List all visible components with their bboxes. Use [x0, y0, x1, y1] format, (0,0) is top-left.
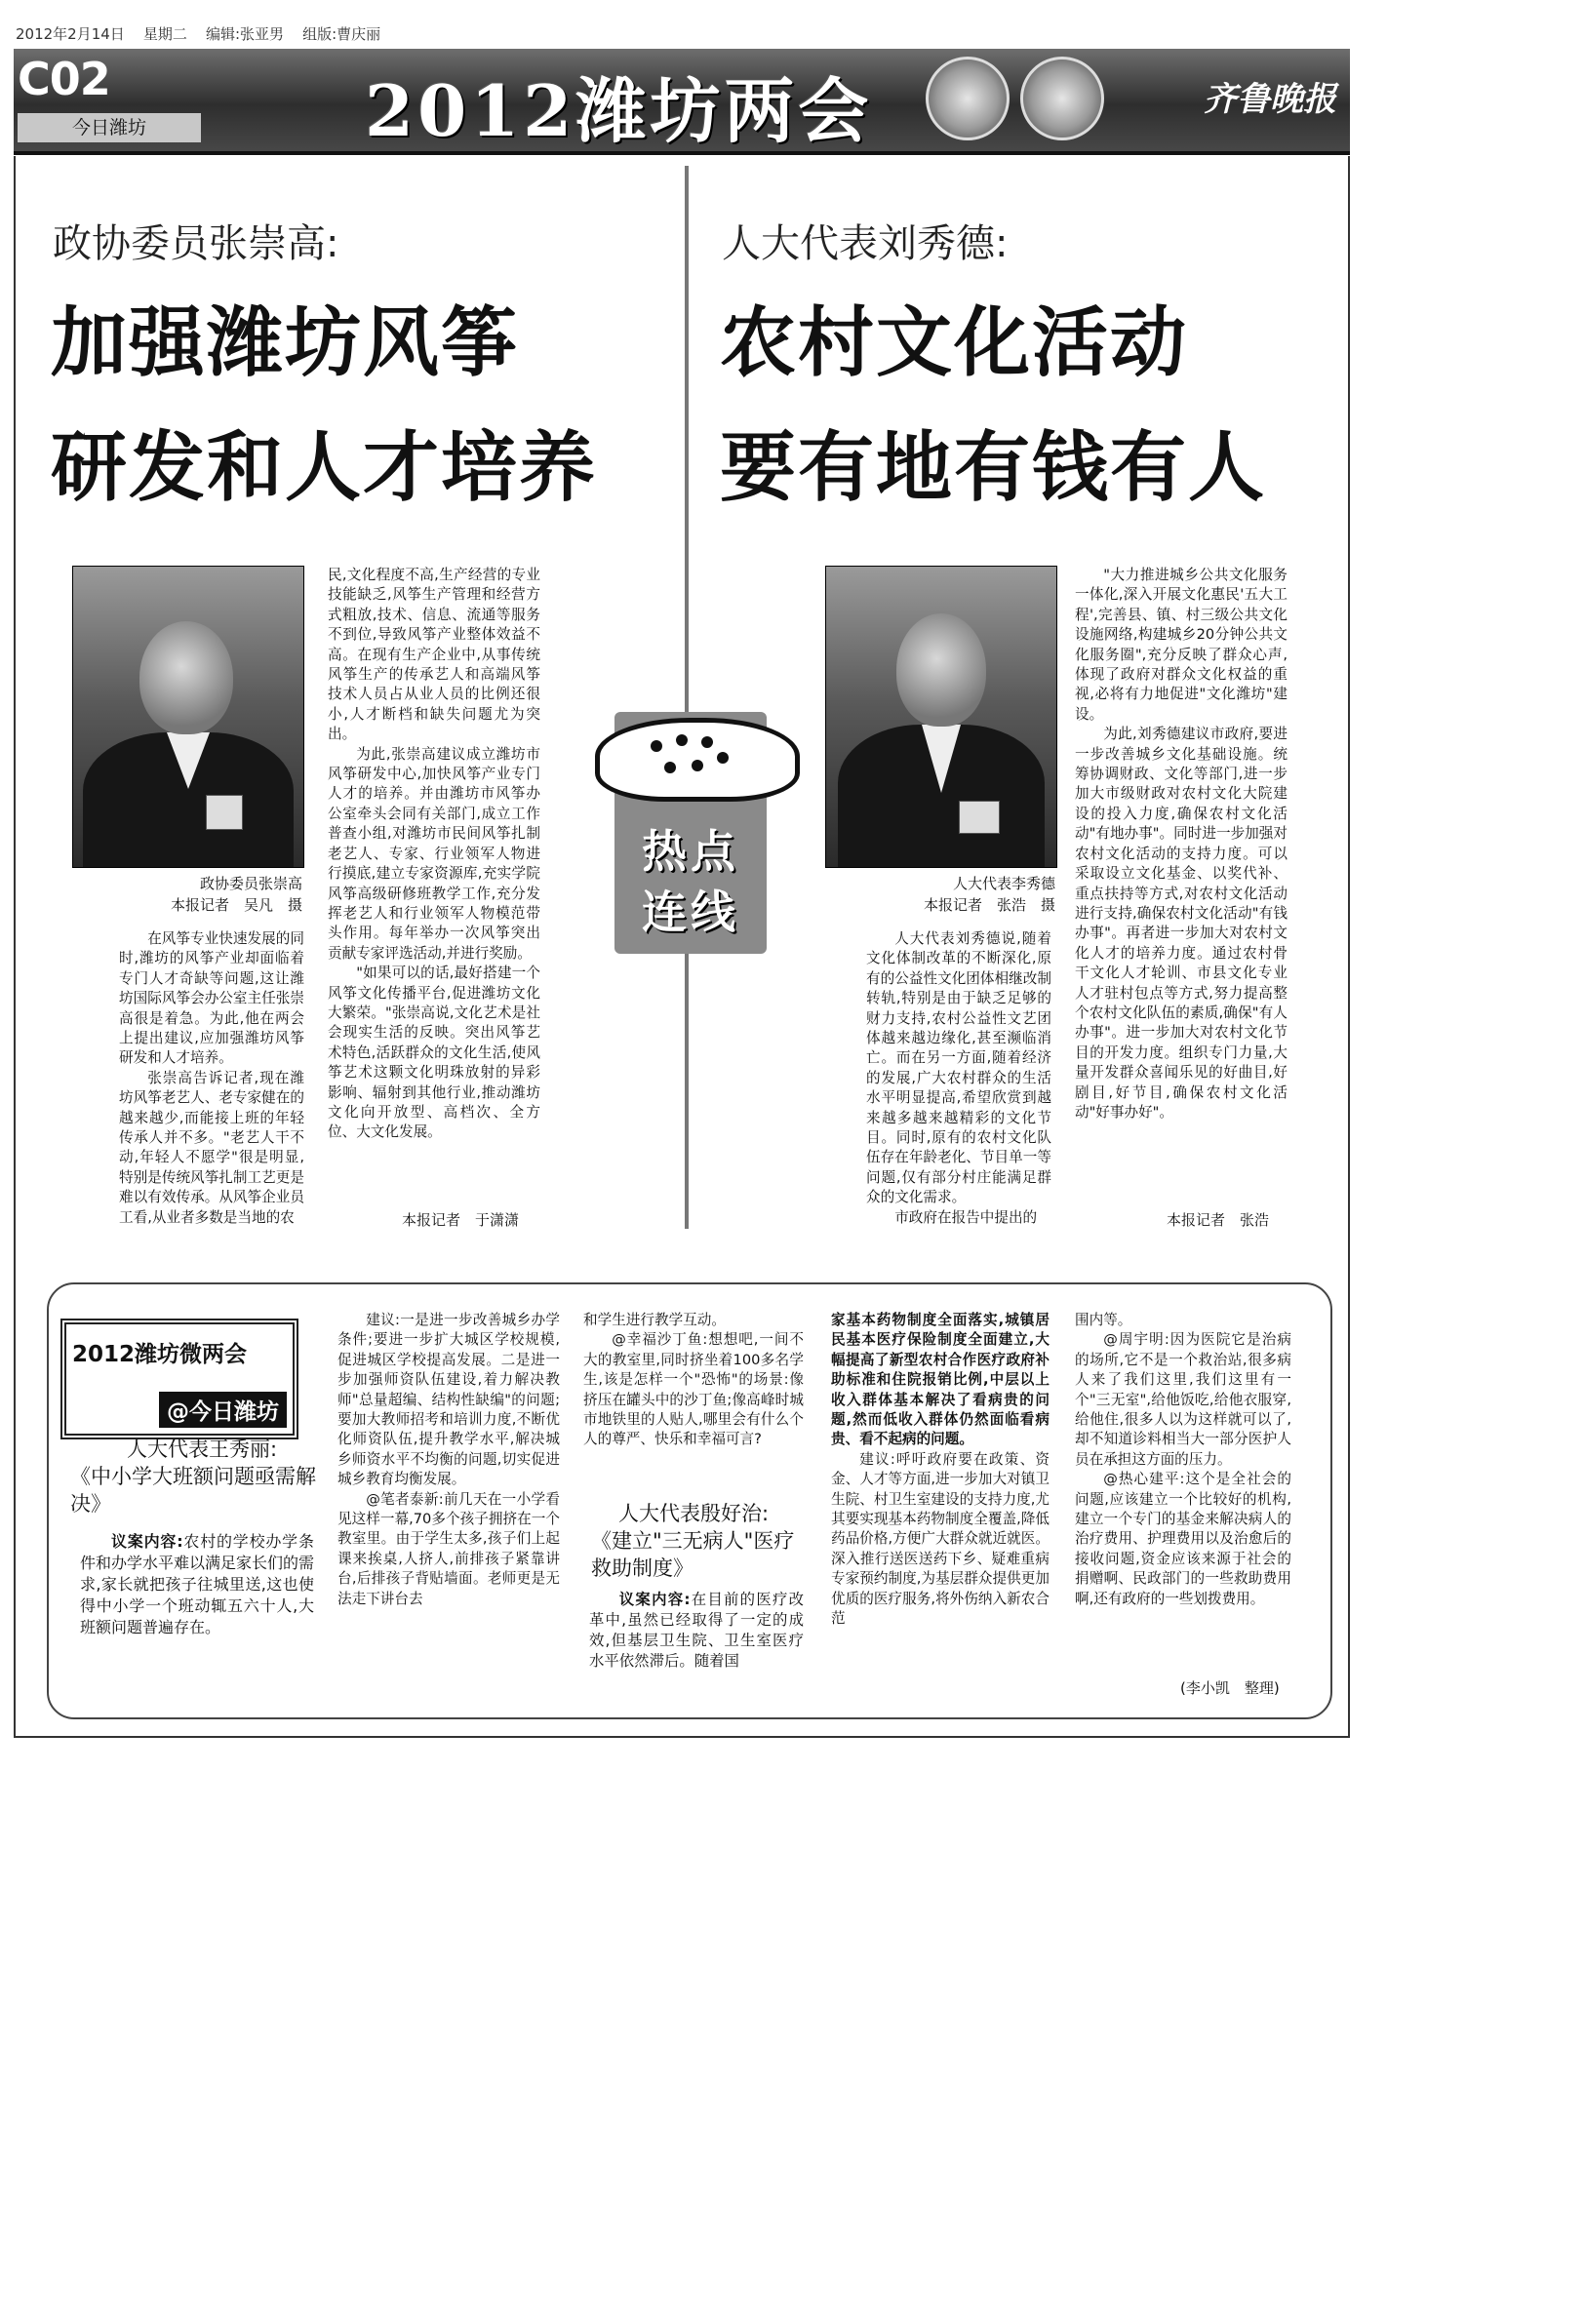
hotline-label-line2: 连线 — [642, 886, 739, 938]
hotline-label — [614, 821, 767, 942]
weibo-col2 — [337, 1311, 560, 1609]
right-photo-caption — [825, 873, 1055, 916]
topic2-title-line2: 《建立"三无病人"医疗救助制度》 — [591, 1529, 795, 1580]
topic2-text: 在目前的医疗改革中,虽然已经取得了一定的成效,但基层卫生院、卫生室医疗水平依然滞后。随着国 — [589, 1591, 804, 1670]
page-code: C02 — [18, 53, 110, 105]
paragraph: 建议:呼吁政府要在政策、资金、人才等方面,进一步加大对镇卫生院、村卫生室建设的支持力度,尤其要实现基本药物制度全覆盖,降低药品价格,方便广大群众就近就医。深入推行送医送药下乡、疑难重病专家预约制度,为基层群众提供更加优质的医疗服务,将外伤纳入新农合范 — [831, 1450, 1050, 1628]
issue-layout: 组版:曹庆丽 — [302, 25, 381, 43]
topic1-title-line2: 《中小学大班额问题亟需解决》 — [70, 1465, 316, 1516]
left-byline: 本报记者 于潇潇 — [402, 1211, 520, 1229]
paragraph: 建议:一是进一步改善城乡办学条件;要进一步扩大城区学校规模,促进城区学校提高发展。二是进一步加强师资队伍建设,着力解决教师"总量超编、结构性缺编"的问题;要加大教师招考和培训力度,不断优化师资队伍,提升教学水平,解决城乡师资水平不均衡的问题,切实促进城乡教育均衡发展。 — [337, 1312, 560, 1488]
weibo-col3 — [583, 1311, 804, 1450]
topic2-title-line1: 人大代表殷好治: — [618, 1502, 770, 1525]
newspaper-logo: 齐鲁晚报 — [1204, 80, 1336, 119]
issue-editor: 编辑:张亚男 — [205, 25, 285, 43]
left-headline-line2: 研发和人才培养 — [51, 424, 598, 512]
weibo-topic1-title — [70, 1436, 324, 1517]
left-photo — [72, 566, 304, 868]
issue-meta — [16, 23, 380, 44]
right-body-col2 — [1075, 566, 1288, 1123]
paragraph: 围内等。 — [1075, 1312, 1132, 1328]
issue-weekday: 星期二 — [142, 25, 187, 43]
cppcc-emblem-icon — [1020, 57, 1104, 140]
national-emblem-icon — [926, 57, 1010, 140]
masthead-title: 2012潍坊两会 — [365, 69, 873, 152]
paragraph: @热心建平:这个是全社会的问题,应该建立一个比较好的机构,建立一个专门的基金来解决病人的治疗费用、护理费用以及治愈后的接收问题,资金应该来源于社会的捐赠啊、民政部门的一些救助费用啊,还有政府的一些划拨费用。 — [1075, 1471, 1291, 1607]
weibo-topic2-body — [589, 1590, 804, 1672]
paragraph: @笔者泰新:前几天在一小学看见这样一幕,70多个孩子拥挤在一个教室里。由于学生太多,孩子们上起课来挨桌,人挤人,前排孩子紧靠讲台,后排孩子背贴墙面。老师更是无法走下讲台去 — [337, 1490, 560, 1607]
issue-date: 2012年2月14日 — [16, 25, 125, 43]
weibo-col4 — [831, 1311, 1050, 1630]
right-caption-name: 人大代表李秀德 — [952, 875, 1055, 892]
paragraph: 市政府在报告中提出的 — [894, 1208, 1038, 1226]
left-headline-line1: 加强潍坊风筝 — [51, 299, 520, 387]
hotline-badge — [614, 712, 767, 954]
paragraph: @幸福沙丁鱼:想想吧,一间不大的教室里,同时挤坐着100多名学生,该是怎样一个"恐怖"的场景:像挤压在罐头中的沙丁鱼;像高峰时城市地铁里的人贴人,哪里会有什么个人的尊严、快乐和幸福可言? — [583, 1331, 804, 1448]
right-caption-credit: 本报记者 张浩 摄 — [923, 896, 1055, 914]
right-kicker: 人大代表刘秀德: — [722, 221, 1009, 266]
page-header — [14, 49, 1350, 155]
paragraph: 为此,刘秀德建议市政府,要进一步改善城乡文化基础设施。统筹协调财政、文化等部门,进一步加大市级财政对农村文化大院建设的投入力度,确保农村文化活动"有地办事"。同时进一步加强对农村文化活动的支持力度。可以采取设立文化基金、以奖代补、重点扶持等方式,对农村文化活动进行支持,确保农村文化活动"有钱办事"。再者进一步加大对农村文化人才的培养力度。通过农村骨干文化人才轮训、市县文化专业人才驻村包点等方式,努力提高整个农村文化队伍的素质,确保"有人办事"。进一步加大对农村文化节目的开发力度。组织专门力量,大量开发群众喜闻乐见的好曲目,好剧目,好节目,确保农村文化活动"好事办好"。 — [1075, 726, 1288, 1121]
left-body-col2 — [328, 566, 540, 1143]
right-headline-line1: 农村文化活动 — [720, 299, 1189, 387]
topic1-text: 农村的学校办学条件和办学水平难以满足家长们的需求,家长就把孩子往城里送,这也使得中小学一个班动辄五六十人,大班额问题普遍存在。 — [80, 1532, 315, 1636]
left-photo-caption — [72, 873, 302, 916]
right-photo — [825, 566, 1057, 868]
weibo-logo — [60, 1319, 298, 1439]
paragraph: 人大代表刘秀德说,随着文化体制改革的不断深化,原有的公益性文化团体相继改制转轨,特别是由于缺乏足够的财力支持,农村公益性文艺团体越来越边缘化,甚至濒临消亡。而在另一方面,随着经济的发展,广大农村群众的生活水平明显提高,希望欣赏到越来越多越来越精彩的文化节目。同时,原有的农村文化队伍存在年龄老化、节目单一等问题,仅有部分村庄能满足群众的文化需求。 — [866, 930, 1051, 1206]
section-tab: 今日潍坊 — [18, 113, 201, 142]
weibo-topic2-title — [591, 1500, 804, 1582]
weibo-col5 — [1075, 1311, 1291, 1609]
weibo-logo-line2: @今日潍坊 — [159, 1392, 287, 1428]
right-byline: 本报记者 张浩 — [1167, 1211, 1270, 1229]
paragraph: 在风筝专业快速发展的同时,潍坊的风筝产业却面临着专门人才奇缺等问题,这让潍坊国际风筝会办公室主任张崇高很是着急。为此,他在两会上提出建议,应加强潍坊风筝研发和人才培养。 — [119, 930, 304, 1067]
topic1-label: 议案内容: — [111, 1532, 183, 1551]
paragraph: "如果可以的话,最好搭建一个风筝文化传播平台,促进潍坊文化大繁荣。"张崇高说,文化艺术是社会现实生活的反映。突出风筝艺术特色,活跃群众的文化生活,使风筝艺术这颗文化明珠放射的异彩影响、辐射到其他行业,推动潍坊文化向开放型、高档次、全方位、大文化发展。 — [328, 965, 540, 1141]
telephone-icon — [595, 718, 800, 802]
paragraph: 为此,张崇高建议成立潍坊市风筝研发中心,加快风筝产业专门人才的培养。并由潍坊市风筝办公室牵头会同有关部门,成立工作普查小组,对潍坊市民间风筝扎制老艺人、专家、行业领军人物进行摸底,建立专家资源库,充实学院风筝高级研修班教学工作,充分发挥老艺人和行业领军人物模范带头作用。每年举办一次风筝突出贡献专家评选活动,并进行奖励。 — [328, 745, 540, 962]
newspaper-page — [14, 10, 1350, 1755]
paragraph: 和学生进行教学互动。 — [583, 1312, 726, 1328]
paragraph: 家基本药物制度全面落实,城镇居民基本医疗保险制度全面建立,大幅提高了新型农村合作医疗政府补助标准和住院报销比例,中层以上收入群体基本解决了看病贵的问题,然而低收入群体仍然面临看病贵、看不起病的问题。 — [831, 1312, 1050, 1448]
left-caption-credit: 本报记者 吴凡 摄 — [170, 896, 302, 914]
left-caption-name: 政协委员张崇高 — [199, 875, 302, 892]
weibo-topic1-body — [80, 1531, 314, 1638]
weibo-logo-line1: 2012潍坊微两会 — [72, 1342, 248, 1367]
right-headline-line2: 要有地有钱有人 — [720, 424, 1267, 512]
weibo-editor: (李小凯 整理) — [1180, 1679, 1280, 1697]
left-kicker: 政协委员张崇高: — [53, 221, 339, 266]
column-divider — [685, 166, 689, 1229]
paragraph: 张崇高告诉记者,现在潍坊风筝老艺人、老专家健在的越来越少,而能接上班的年轻传承人并不多。"老艺人干不动,年轻人不愿学"很是明显,特别是传统风筝扎制工艺更是难以有效传承。从风筝企业员工看,从业者多数是当地的农 — [119, 1069, 304, 1226]
left-body-col1 — [119, 929, 304, 1228]
paragraph: @周宇明:因为医院它是治病的场所,它不是一个救治站,很多病人来了我们这里,我们这里有一个"三无室",给他饭吃,给他衣服穿,给他住,很多人以为这样就可以了,却不知道诊料相当大一部分医护人员在承担这方面的压力。 — [1075, 1331, 1291, 1468]
paragraph: "大力推进城乡公共文化服务一体化,深入开展文化惠民'五大工程',完善县、镇、村三级公共文化设施网络,构建城乡20分钟公共文化服务圈",充分反映了群众心声,体现了政府对群众文化权益的重视,必将有力地促进"文化潍坊"建设。 — [1075, 567, 1288, 723]
right-body-col1 — [866, 929, 1051, 1228]
paragraph: 民,文化程度不高,生产经营的专业技能缺乏,风筝生产管理和经营方式粗放,技术、信息、流通等服务不到位,导致风筝产业整体效益不高。在现有生产企业中,从事传统风筝生产的传承艺人和高端风筝技术人员占从业人员的比例还很小,人才断档和缺失问题尤为突出。 — [328, 567, 540, 743]
topic1-title-line1: 人大代表王秀丽: — [127, 1438, 278, 1461]
hotline-label-line1: 热点 — [642, 825, 739, 878]
topic2-label: 议案内容: — [618, 1591, 691, 1608]
